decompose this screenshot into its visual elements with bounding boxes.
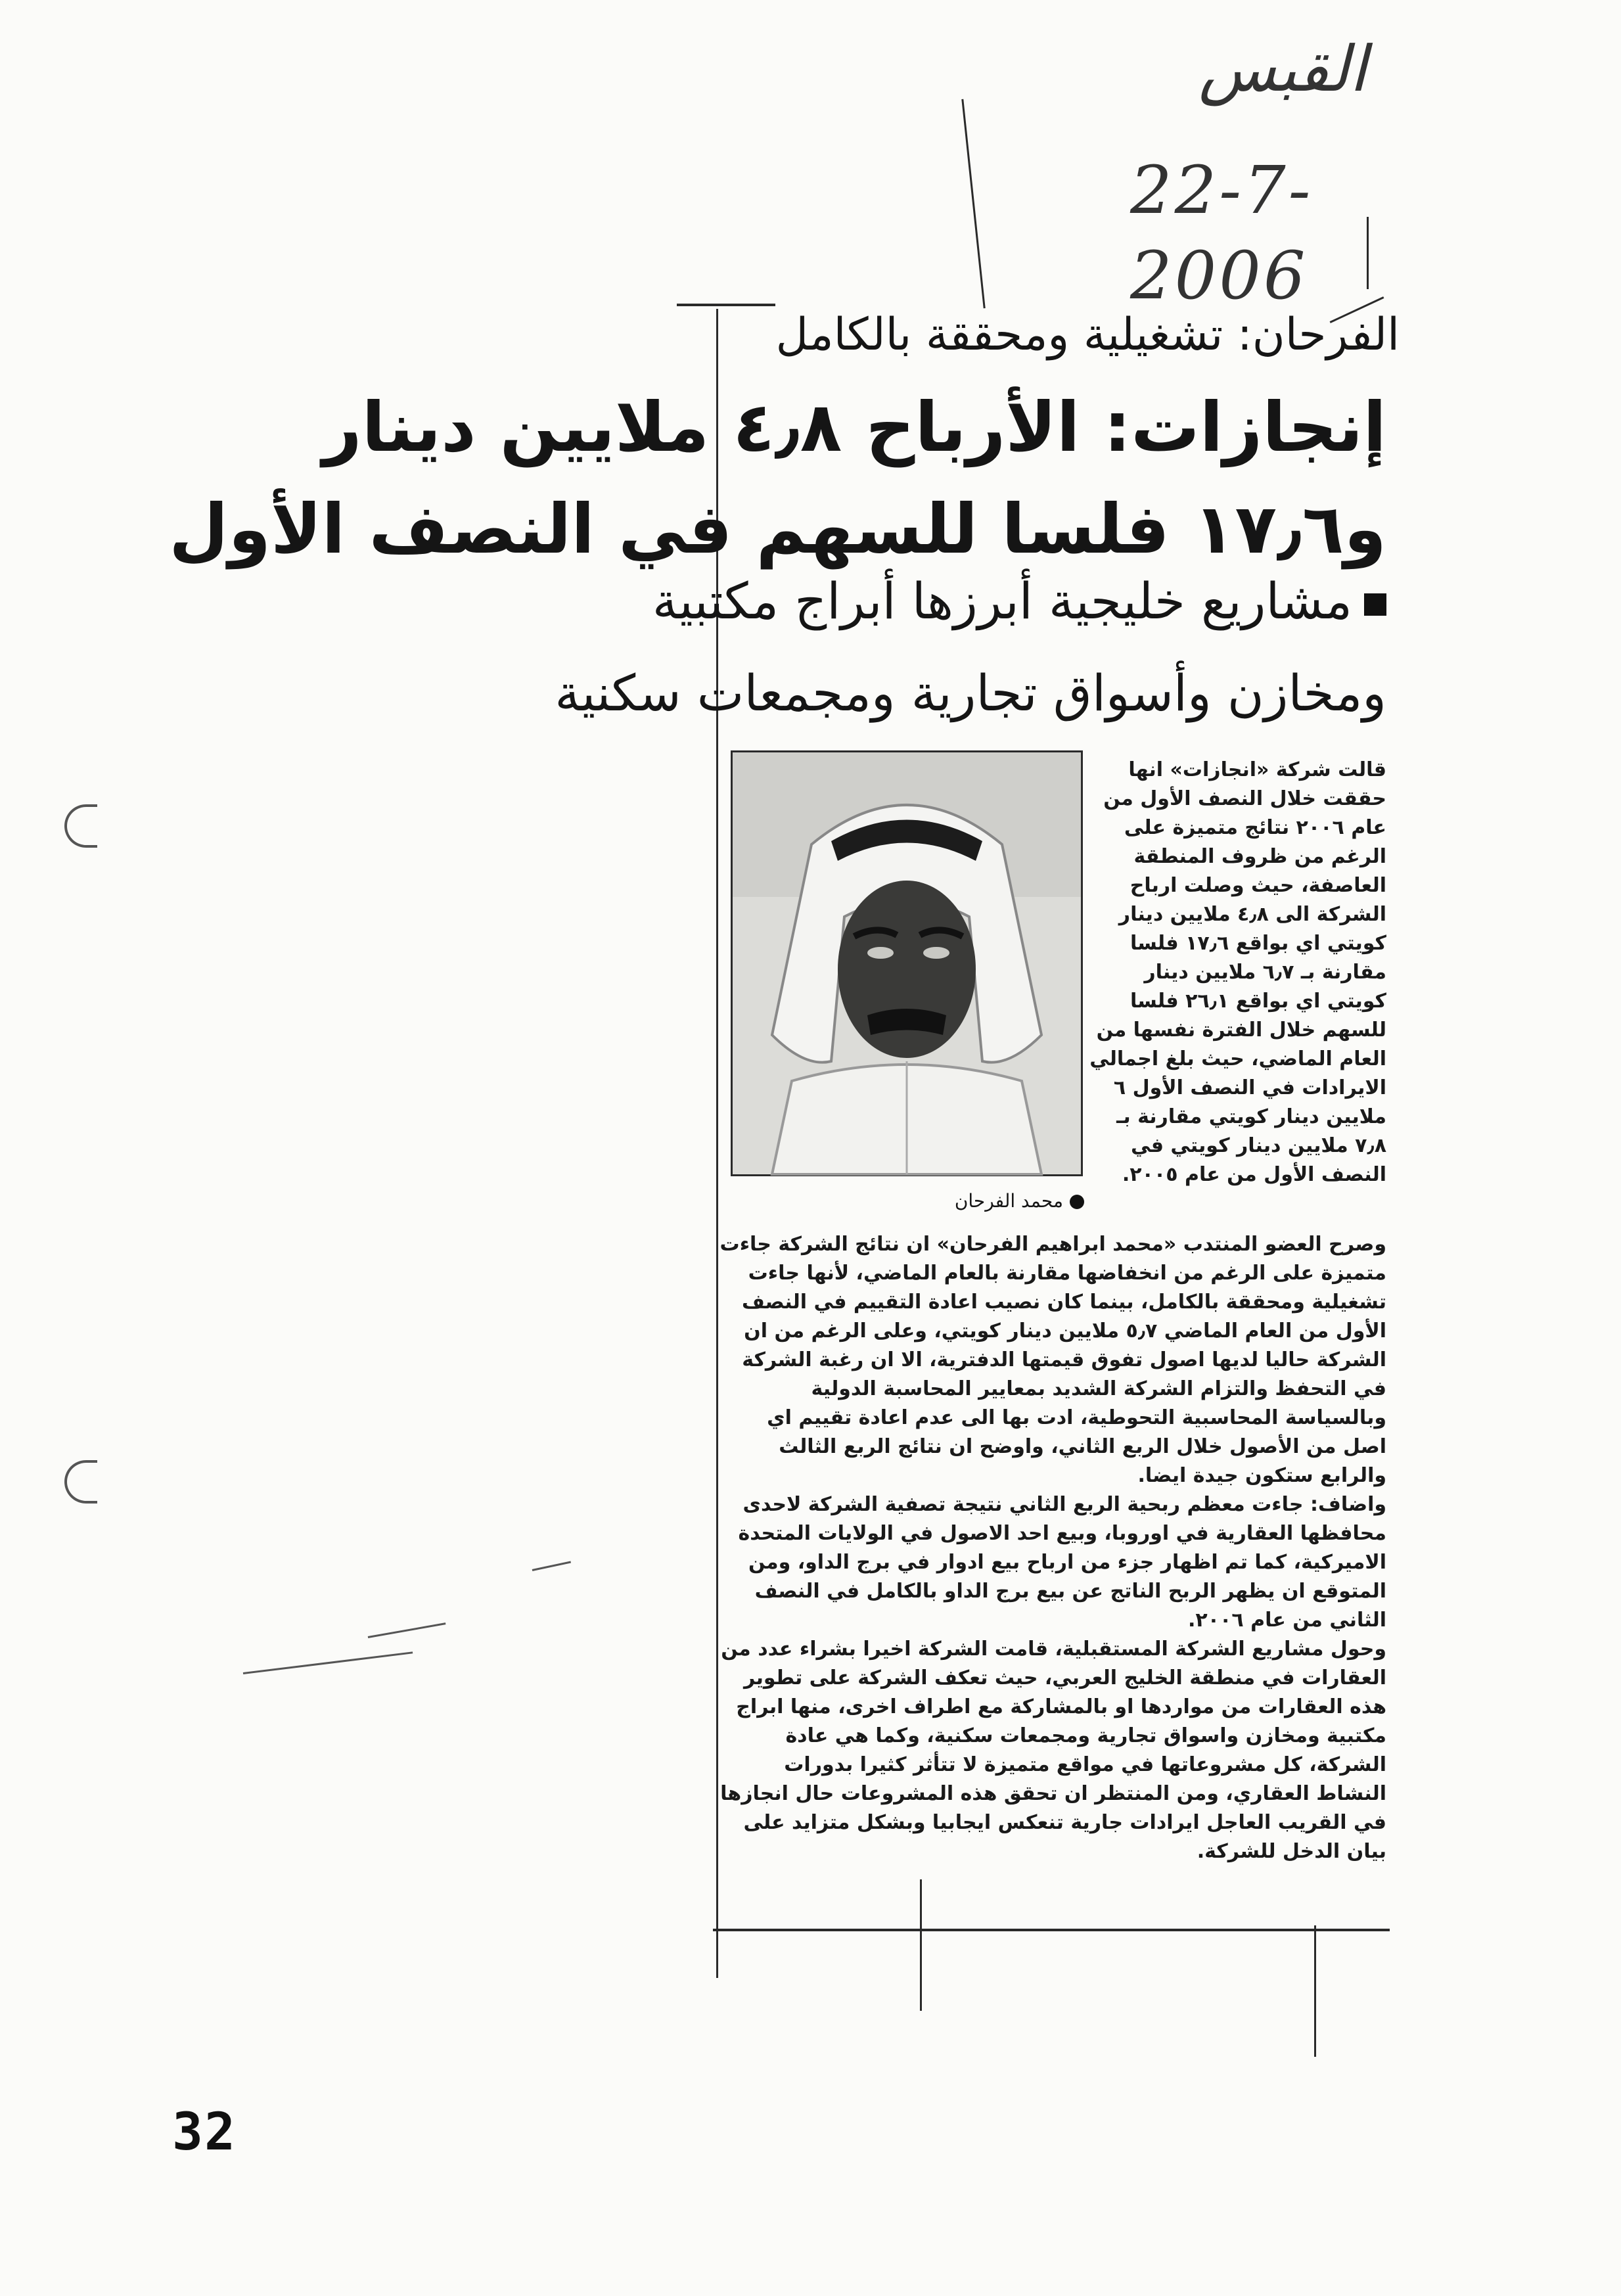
square-bullet-icon [1364, 593, 1386, 616]
headline-line-1: إنجازات: الأرباح ٤٫٨ ملايين دينار [322, 387, 1386, 467]
binder-hole-bottom [64, 1460, 97, 1504]
caption-bullet-icon [1070, 1195, 1084, 1209]
article-kicker: الفرحان: تشغيلية ومحققة بالكامل [775, 309, 1400, 361]
handwritten-source-note: القبس [1199, 32, 1367, 106]
subhead-line-1-text: مشاريع خليجية أبرزها أبراج مكتبية [652, 572, 1352, 630]
clip-handmark-vertical-1 [961, 99, 985, 309]
lead-paragraph: قالت شركة «انجازات» انها حققت خلال النصف الأول من عام ٢٠٠٦ نتائج متميزة على الرغم من ظروف المنطقة العاصفة، حيث وصلت ارباح الشركة الى ٤٫٨ ملايين دينار كويتي اي بواقع ١٧٫٦ فلسا مقارنة بـ ٦٫٧ ملايين دينار كويتي اي بواقع ٢٦٫١ فلسا للسهم خلال الفترة نفسها من العام الماضي، حيث بلغ اجمالي الايرادات في النصف الأول ٦ ملايين دينار كويتي مقارنة بـ ٧٫٨ ملايين دينار كويتي في النصف الأول من عام ٢٠٠٥. [1089, 758, 1386, 1186]
photo-caption [848, 1183, 1084, 1220]
paragraph-3: واضاف: جاءت معظم ربحية الربع الثاني نتيجة تصفية الشركة لاحدى محافظها العقارية في اوروبا، وبيع احد الاصول في الولايات المتحدة الاميركية، كما تم اظهار جزء من ارباح بيع ادوار في برج الداو، ومن المتوقع ان يظهر الربح الناتج عن بيع برج الداو بالكامل في النصف الثاني من عام ٢٠٠٦. [738, 1493, 1386, 1632]
lead-paragraph-column [1084, 756, 1386, 1229]
photo-caption-text: محمد الفرحان [954, 1190, 1063, 1212]
subhead-line-2: ومخازن وأسواق تجارية ومجمعات سكنية [555, 664, 1386, 722]
clip-handmark-vertical-2 [1367, 217, 1369, 289]
paragraph-4: وحول مشاريع الشركة المستقبلية، قامت الشركة اخيرا بشراء عدد من العقارات في منطقة الخليج العربي، حيث تعكف الشركة على تطوير هذه العقارات من مواردها او بالمشاركة مع اطراف اخرى، منها ابراج مكتبية ومخازن واسواق تجارية ومجمعات سكنية، وكما هي عادة الشركة، كل مشروعاتها في مواقع متميزة لا تتأثر كثيرا بدورات النشاط العقاري، ومن المنتظر ان تحقق هذه المشروعات حال انجازها في القريب العاجل ايرادات جارية تنعكس ايجابيا وبشكل متزايد على بيان الدخل للشركة. [720, 1638, 1386, 1863]
stray-mark-1 [243, 1651, 413, 1674]
stray-mark-3 [368, 1622, 446, 1638]
article-body [719, 1230, 1386, 2157]
headline-line-2: و١٧٫٦ فلسا للسهم في النصف الأول [169, 489, 1386, 569]
paragraph-2: وصرح العضو المنتدب «محمد ابراهيم الفرحان» ان نتائج الشركة جاءت متميزة على الرغم من انخفاضها مقارنة بالعام الماضي، لأنها جاءت تشغيلية ومحققة بالكامل، بينما كان نصيب اعادة التقييم في النصف الأول من العام الماضي ٥٫٧ ملايين دينار كويتي، وعلى الرغم من ان الشركة حاليا لديها اصول تفوق قيمتها الدفترية، الا ان رغبة الشركة في التحفظ والتزام الشركة الشديد بمعايير المحاسبة الدولية وبالسياسة المحاسبية التحوطية، ادت بها الى عدم اعادة تقييم اي اصل من الأصول خلال الربع الثاني، واوضح ان نتائج الربع الثالث والرابع ستكون جيدة ايضا. [719, 1233, 1386, 1487]
binder-hole-top [64, 804, 97, 848]
handwritten-date-note: 22-7-2006 [1130, 152, 1313, 314]
page-number: 32 [172, 2103, 237, 2162]
stray-mark-2 [532, 1561, 571, 1571]
portrait-photo-image [733, 752, 1081, 1174]
subhead-line-1 [652, 565, 1386, 637]
portrait-photo [731, 750, 1083, 1176]
